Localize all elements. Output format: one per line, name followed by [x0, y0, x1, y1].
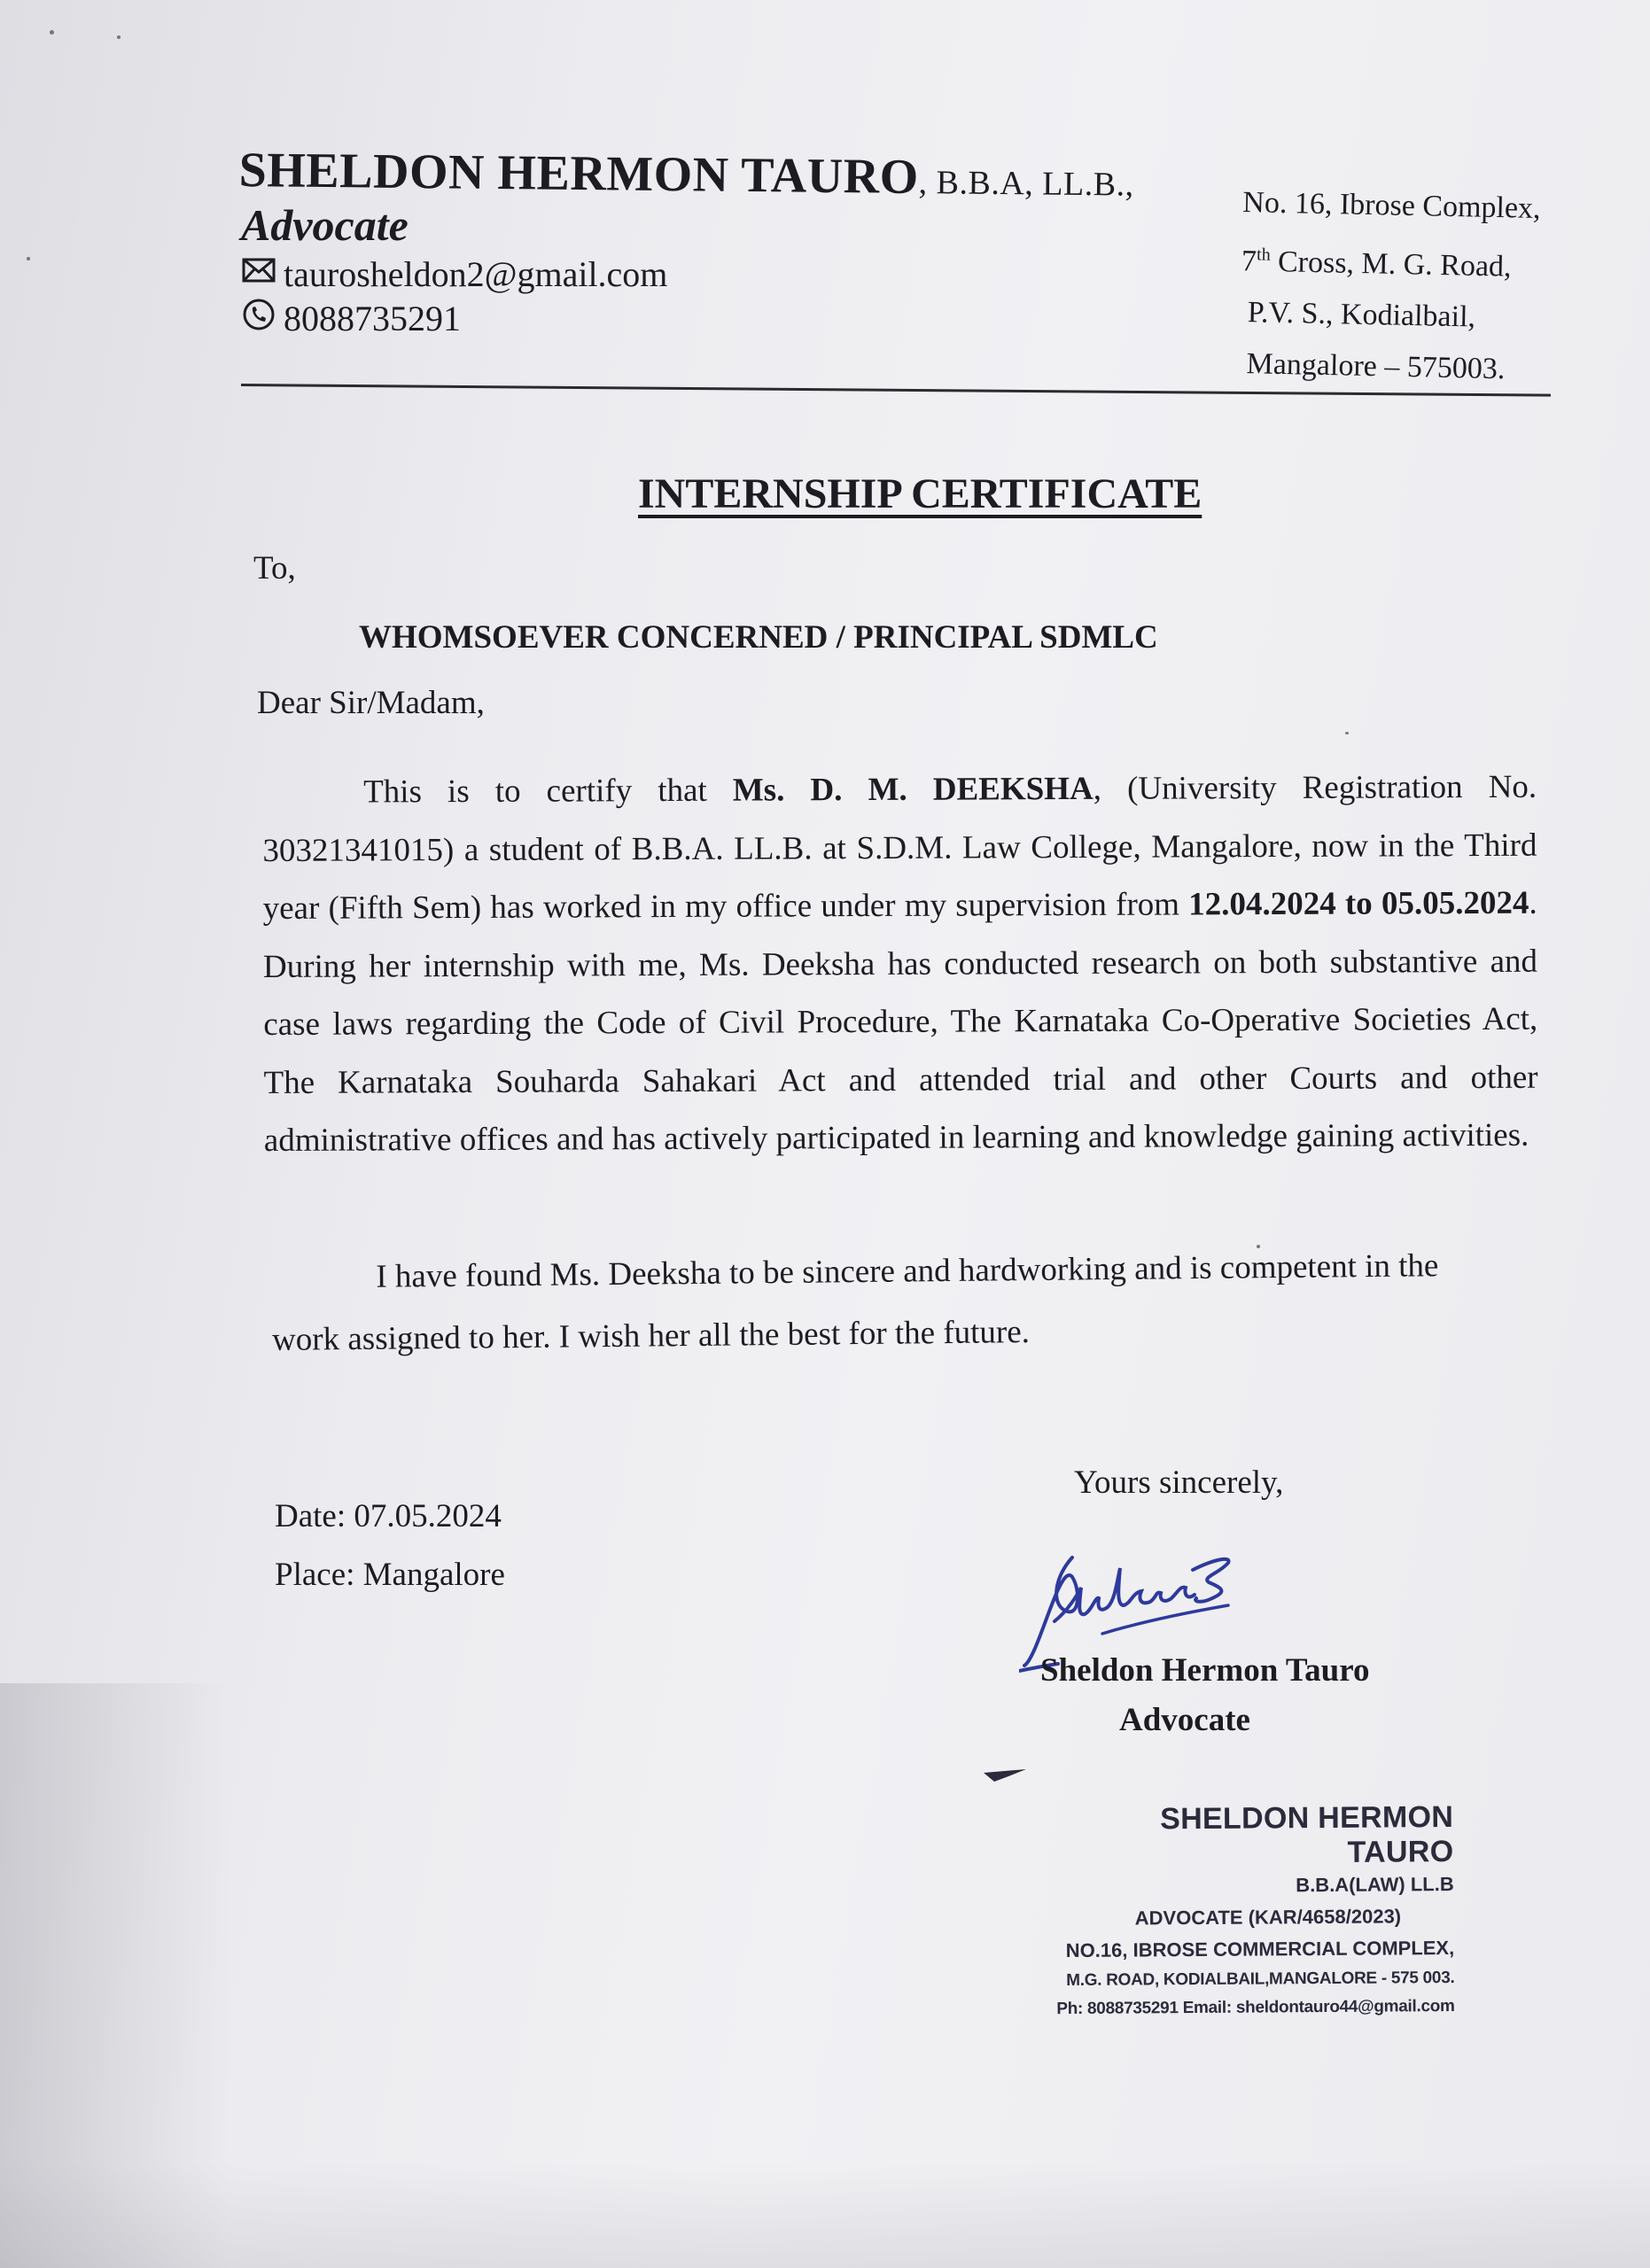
stamp-contact: Ph: 8088735291 Email: sheldontauro44@gmail.com	[1056, 1996, 1455, 2019]
paper-speck	[117, 35, 121, 39]
stamp-enrolment: ADVOCATE (KAR/4658/2023)	[1134, 1905, 1402, 1930]
stamp-qualification: B.B.A(LAW) LL.B	[1296, 1872, 1454, 1897]
advocate-qualifications: , B.B.A, LL.B.,	[918, 164, 1134, 204]
greeting: Dear Sir/Madam,	[257, 685, 485, 721]
closing-phrase: Yours sincerely,	[1074, 1464, 1284, 1501]
stamp-name: SHELDON HERMON TAURO	[1160, 1800, 1454, 1869]
stamp-address-2: M.G. ROAD, KODIALBAIL,MANGALORE - 575 003.	[1066, 1968, 1455, 1991]
envelope-icon	[241, 252, 276, 297]
email-address: taurosheldon2@gmail.com	[284, 254, 668, 294]
advocate-stamp	[1046, 1800, 1455, 2019]
letterhead-title: Advocate	[241, 200, 409, 250]
document-heading: INTERNSHIP CERTIFICATE	[638, 470, 1202, 517]
address-line: Mangalore – 575003.	[1246, 347, 1506, 386]
email-row	[241, 252, 667, 297]
phone-row	[241, 297, 667, 341]
phone-number: 8088735291	[284, 299, 461, 338]
signatory-role: Advocate	[1119, 1702, 1250, 1738]
phone-icon	[241, 297, 276, 341]
address-line: No. 16, Ibrose Complex,	[1242, 185, 1541, 226]
signatory-name: Sheldon Hermon Tauro	[1040, 1652, 1370, 1689]
stamp-ink-mark	[982, 1767, 1028, 1783]
internship-period: 12.04.2024 to 05.05.2024	[1188, 884, 1529, 923]
letterhead-contact	[241, 252, 667, 341]
closing-paragraph: I have found Ms. Deeksha to be sincere and hardworking and is competent in the work assigned to her. I wish her all the best for the future.	[271, 1247, 1439, 1358]
paper-speck	[27, 257, 30, 260]
paper-speck	[50, 30, 54, 35]
letterhead-name	[238, 142, 1134, 208]
address-line: 7th Cross, M. G. Road,	[1241, 245, 1512, 284]
advocate-name: SHELDON HERMON TAURO	[238, 142, 920, 206]
salutation-to: To,	[253, 550, 296, 586]
issue-place: Place: Mangalore	[275, 1557, 505, 1593]
stamp-address-1: NO.16, IBROSE COMMERCIAL COMPLEX,	[1065, 1936, 1455, 1962]
certificate-paragraph: This is to certify that Ms. D. M. DEEKSHA, (University Registration No. 30321341015) a student of B.B.A. LL.B. at S.D.M. Law College, Mangalore, now in the Third year (Fifth Sem) has worked in my office under my supervision from 12.04.2024 to 05.05.2024. During her internship with me, Ms. Deeksha has conducted research on both substantive and case laws regarding the Code of Civil Procedure, The Karnataka Co-Operative Societies Act, The Karnataka Souharda Sahakari Act and attended trial and other Courts and other administrative offices and has actively participated in learning and knowledge gaining activities.	[262, 768, 1538, 1159]
issue-date: Date: 07.05.2024	[275, 1498, 502, 1534]
recipient-line: WHOMSOEVER CONCERNED / PRINCIPAL SDMLC	[359, 619, 1158, 656]
paper-speck	[1345, 732, 1349, 734]
student-name: Ms. D. M. DEEKSHA	[732, 770, 1094, 809]
letterhead-address	[1239, 177, 1541, 396]
address-line: P.V. S., Kodialbail,	[1247, 296, 1476, 334]
page-shadow-bottom	[0, 2162, 1650, 2268]
